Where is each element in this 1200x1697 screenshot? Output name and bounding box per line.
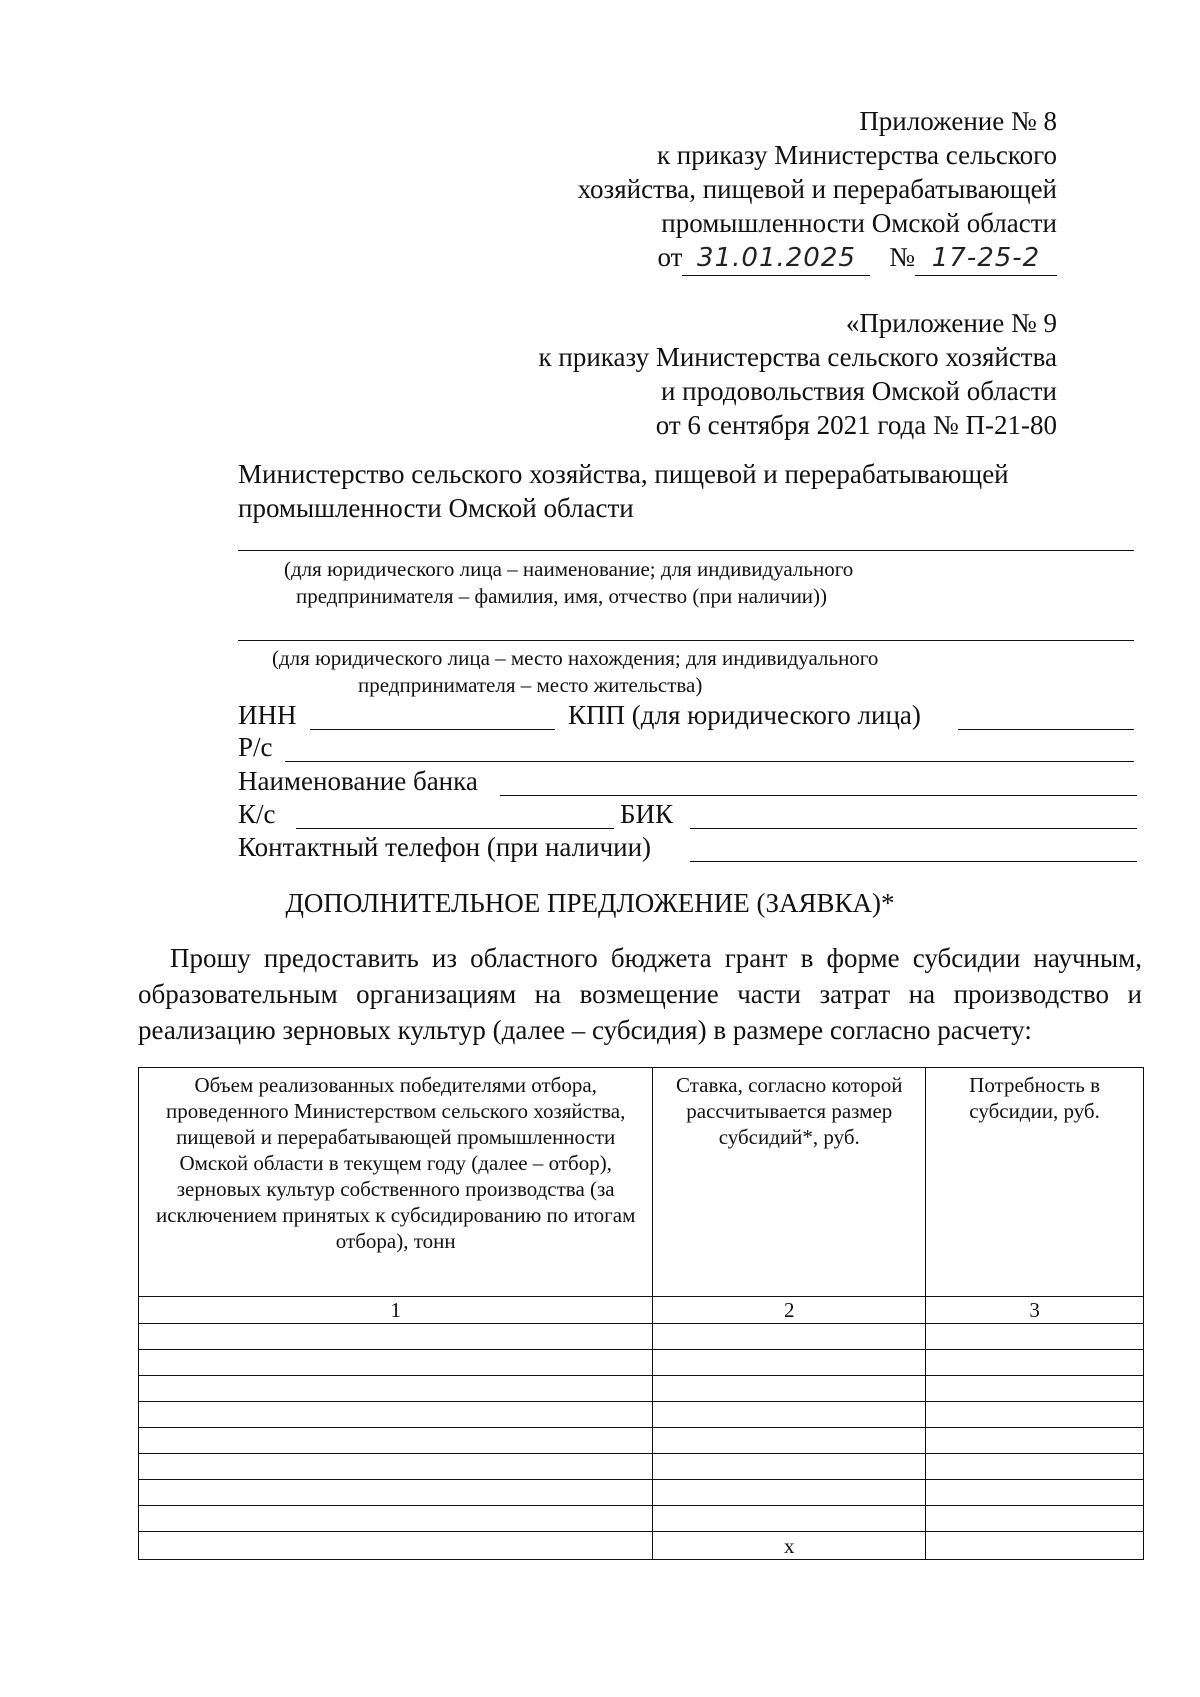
- calculation-table: [138, 1067, 1144, 1560]
- bank-field: [500, 794, 1137, 796]
- request-text: Прошу предоставить из областного бюджета грант в форме субсидии научным, образовательным организациям на возмещение части затрат на производство и реализацию зерновых культур (далее – субсидия) в размере согласно расчету:: [138, 943, 1142, 1045]
- kpp-label: КПП (для юридического лица): [568, 700, 921, 730]
- table-row: [139, 1428, 1144, 1454]
- table-cell[interactable]: [139, 1506, 653, 1532]
- date-prefix: от: [657, 242, 683, 272]
- col1-header: Объем реализованных победителями отбора, проведенного Министерством сельского хозяйства, пищевой и перерабатывающей промышленности Омской области в текущем году (далее – отбор), зерновых культур собственного производства (за исключением принятых к субсидированию по итогам отбора), тонн: [139, 1068, 653, 1297]
- table-number-row: [139, 1297, 1144, 1324]
- phone-field: [690, 860, 1137, 862]
- table-row: [139, 1402, 1144, 1428]
- table-cell[interactable]: [926, 1376, 1144, 1402]
- appendix9-block: [539, 306, 1057, 442]
- address-caption-2: предпринимателя – место жительства): [358, 673, 703, 697]
- col2-number: 2: [653, 1297, 926, 1324]
- table-cell[interactable]: [653, 1324, 926, 1350]
- table-cell[interactable]: [653, 1428, 926, 1454]
- table-cell[interactable]: [926, 1324, 1144, 1350]
- kpp-field: [958, 728, 1134, 730]
- table-cell[interactable]: [139, 1324, 653, 1350]
- account-field: [285, 760, 1134, 762]
- table-cell[interactable]: [653, 1376, 926, 1402]
- document-title: ДОПОЛНИТЕЛЬНОЕ ПРЕДЛОЖЕНИЕ (ЗАЯВКА)*: [285, 888, 895, 918]
- appendix8-block: [578, 104, 1057, 276]
- table-cell[interactable]: [926, 1350, 1144, 1376]
- handwritten-date: 31.01.2025: [682, 241, 870, 276]
- address-caption-1: (для юридического лица – место нахождения; для индивидуального: [272, 646, 879, 670]
- name-caption-2: предпринимателя – фамилия, имя, отчество (при наличии)): [296, 584, 828, 608]
- table-row: [139, 1324, 1144, 1350]
- table-cell[interactable]: [926, 1402, 1144, 1428]
- table-cell[interactable]: [926, 1506, 1144, 1532]
- table-cell[interactable]: [653, 1454, 926, 1480]
- table-row: [139, 1376, 1144, 1402]
- name-caption-1: (для юридического лица – наименование; для индивидуального: [284, 557, 854, 581]
- col1-number: 1: [139, 1297, 653, 1324]
- addressee-line2: промышленности Омской области: [238, 493, 634, 523]
- bik-field: [690, 827, 1137, 829]
- table-cell[interactable]: [926, 1480, 1144, 1506]
- table-row: [139, 1480, 1144, 1506]
- table-row: [139, 1454, 1144, 1480]
- appendix9-line2: к приказу Министерства сельского хозяйства: [538, 342, 1057, 372]
- appendix8-date-line: [578, 240, 1057, 276]
- col2-header: Ставка, согласно которой рассчитывается размер субсидий*, руб.: [653, 1068, 926, 1297]
- table-cell[interactable]: [139, 1350, 653, 1376]
- request-paragraph: [138, 940, 1142, 1048]
- phone-label: Контактный телефон (при наличии): [238, 832, 652, 862]
- col3-number: 3: [926, 1297, 1144, 1324]
- applicant-address-line: [238, 640, 1134, 641]
- appendix9-line1: «Приложение № 9: [845, 308, 1057, 338]
- table-cell[interactable]: [653, 1480, 926, 1506]
- table-cell[interactable]: [926, 1428, 1144, 1454]
- number-prefix: №: [889, 242, 915, 272]
- handwritten-number: 17-25-2: [915, 241, 1057, 276]
- appendix8-line1: Приложение № 8: [859, 106, 1057, 136]
- table-cell[interactable]: [653, 1506, 926, 1532]
- corr-account-label: К/с: [238, 799, 276, 829]
- table-cell[interactable]: [139, 1532, 653, 1560]
- inn-label: ИНН: [238, 700, 297, 730]
- appendix8-line4: промышленности Омской области: [661, 208, 1057, 238]
- applicant-name-line: [238, 550, 1134, 551]
- table-cell[interactable]: [139, 1402, 653, 1428]
- appendix8-line3: хозяйства, пищевой и перерабатывающей: [577, 174, 1057, 204]
- addressee: [238, 457, 1009, 525]
- addressee-line1: Министерство сельского хозяйства, пищевой и перерабатывающей: [238, 459, 1009, 489]
- bank-label: Наименование банка: [238, 766, 478, 796]
- table-cell[interactable]: [926, 1454, 1144, 1480]
- corr-account-field: [296, 827, 614, 829]
- col3-header: Потребность в субсидии, руб.: [926, 1068, 1144, 1297]
- appendix9-line4: от 6 сентября 2021 года № П-21-80: [655, 410, 1057, 440]
- table-cell[interactable]: [653, 1350, 926, 1376]
- table-cell[interactable]: [139, 1376, 653, 1402]
- table-cell[interactable]: [653, 1402, 926, 1428]
- table-total-row: [139, 1532, 1144, 1560]
- account-label: Р/с: [238, 732, 273, 762]
- bik-label: БИК: [620, 799, 674, 829]
- total-row-mark: x: [653, 1532, 926, 1560]
- table-cell[interactable]: [926, 1532, 1144, 1560]
- inn-field: [310, 728, 555, 730]
- table-row: [139, 1506, 1144, 1532]
- appendix8-line2: к приказу Министерства сельского: [656, 140, 1057, 170]
- table-row: [139, 1350, 1144, 1376]
- table-cell[interactable]: [139, 1428, 653, 1454]
- table-header-row: [139, 1068, 1144, 1297]
- table-cell[interactable]: [139, 1454, 653, 1480]
- table-cell[interactable]: [139, 1480, 653, 1506]
- appendix9-line3: и продовольствия Омской области: [660, 376, 1057, 406]
